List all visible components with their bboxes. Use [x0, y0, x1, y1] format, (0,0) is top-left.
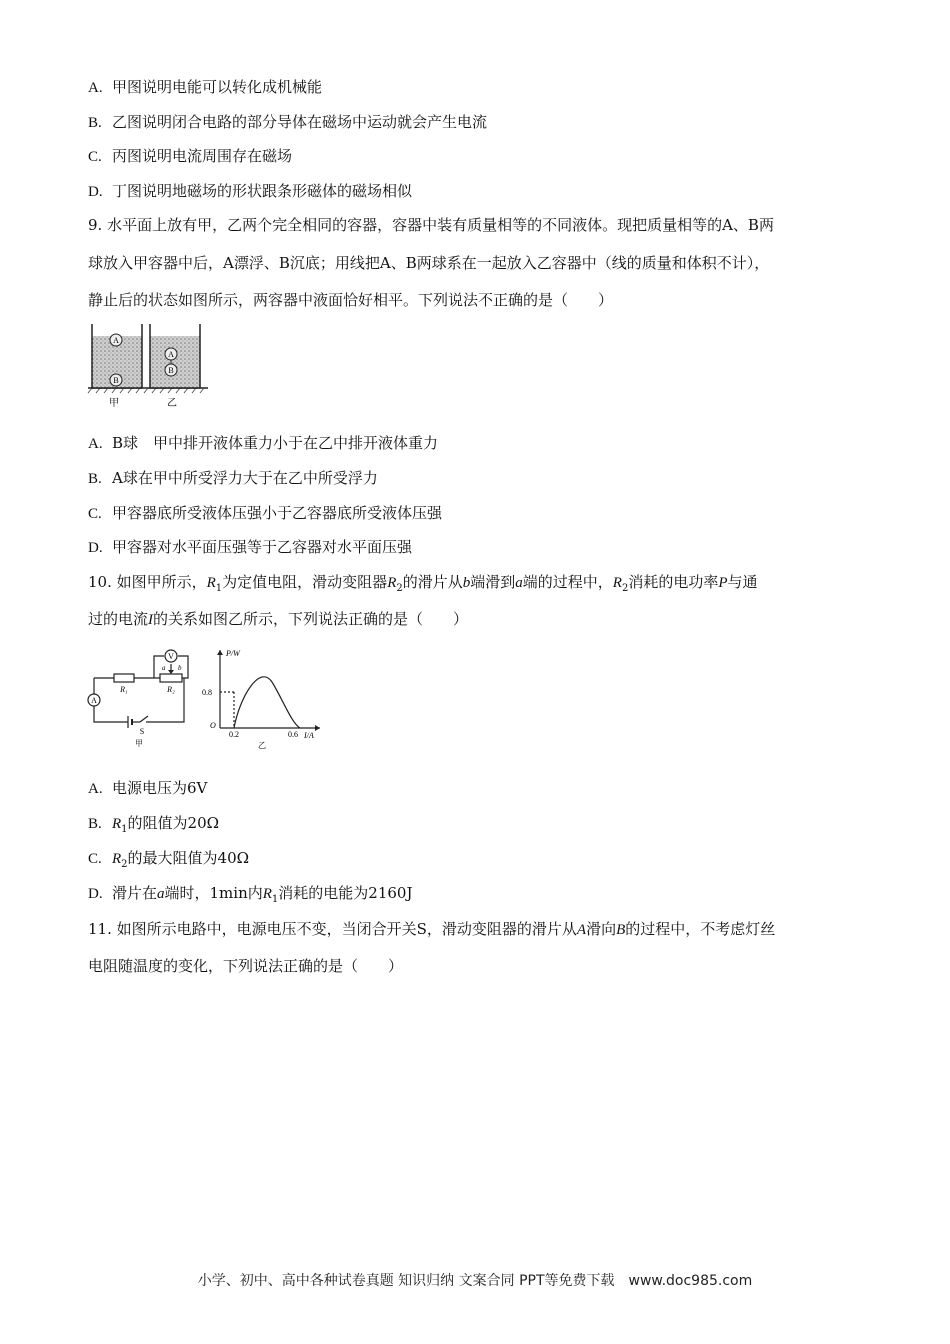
- q10-option-d: D. 滑片在a端时，1min内$R_1$消耗的电能为2160J: [88, 884, 413, 905]
- q9-stem-line-1: 9. 水平面上放有甲，乙两个完全相同的容器，容器中装有质量相等的不同液体。现把质量相等的A、B两: [88, 216, 774, 234]
- q8-option-c: C. 丙图说明电流周围存在磁场: [88, 147, 293, 165]
- q9-option-b: B. A球在甲中所受浮力大于在乙中所受浮力: [88, 469, 378, 487]
- q10-stem-line-2: 过的电流I的关系如图乙所示，下列说法正确的是（ ）: [88, 610, 469, 628]
- q10-x-axis-label: I/A: [304, 731, 314, 740]
- q9-option-a: A. B球 甲中排开液体重力小于在乙中排开液体重力: [88, 434, 439, 452]
- q10-graph-figure: [200, 644, 330, 752]
- q10-ammeter-label: A: [91, 696, 97, 705]
- q9-ball-b-label-right: B: [168, 366, 174, 375]
- q9-option-d: D. 甲容器对水平面压强等于乙容器对水平面压强: [88, 538, 413, 556]
- q10-x-tick-2: 0.6: [288, 730, 298, 739]
- q9-containers-figure: [88, 322, 208, 410]
- q10-switch-label: S: [139, 727, 145, 736]
- q10-origin-label: O: [210, 721, 216, 730]
- q10-a-label: a: [162, 664, 166, 672]
- q9-ball-a-label-left: A: [113, 336, 119, 345]
- q9-stem-line-2: 球放入甲容器中后，A漂浮、B沉底；用线把A、B两球系在一起放入乙容器中（线的质量和体积不计），: [88, 254, 770, 272]
- q10-stem-line-1: 10. 如图甲所示，$R_1$为定值电阻，滑动变阻器$R_2$的滑片从b端滑到a端的过程中，$R_2$消耗的电功率P与通: [88, 573, 758, 594]
- q9-ball-a-label-right: A: [168, 350, 174, 359]
- q10-y-tick: 0.8: [202, 688, 212, 697]
- q10-voltmeter-label: V: [168, 652, 174, 661]
- q10-b-label: b: [178, 664, 182, 672]
- q10-r1-label: R₁: [120, 685, 128, 694]
- q10-option-a: A. 电源电压为6V: [88, 779, 208, 797]
- q9-label-yi: 乙: [167, 398, 177, 409]
- q10-option-c: C. $R_2$的最大阻值为40Ω: [88, 849, 250, 870]
- q8-option-a: A. 甲图说明电能可以转化成机械能: [88, 78, 323, 96]
- q10-label-jia: 甲: [135, 739, 143, 748]
- q9-ball-b-label-left: B: [113, 376, 119, 385]
- q10-r2-label: R₂: [167, 685, 175, 694]
- q10-label-yi: 乙: [258, 741, 266, 750]
- q9-label-jia: 甲: [109, 398, 119, 409]
- q10-option-b: B. $R_1$的阻值为20Ω: [88, 814, 220, 835]
- page-footer: 小学、初中、高中各种试卷真题 知识归纳 文案合同 PPT等免费下载 www.doc985.com: [197, 1273, 753, 1289]
- q10-circuit-figure: [84, 642, 196, 748]
- q11-stem-line-2: 电阻随温度的变化，下列说法正确的是（ ）: [88, 957, 404, 975]
- q11-stem-line-1: 11. 如图所示电路中，电源电压不变，当闭合开关S，滑动变阻器的滑片从A滑向B的过程中，不考虑灯丝: [88, 920, 776, 938]
- q8-option-d: D. 丁图说明地磁场的形状跟条形磁体的磁场相似: [88, 182, 413, 200]
- q9-stem-line-3: 静止后的状态如图所示，两容器中液面恰好相平。下列说法不正确的是（ ）: [88, 291, 614, 309]
- q8-option-b: B. 乙图说明闭合电路的部分导体在磁场中运动就会产生电流: [88, 113, 488, 131]
- q10-y-axis-label: P/W: [226, 649, 240, 658]
- q10-x-tick-1: 0.2: [229, 730, 239, 739]
- q9-option-c: C. 甲容器底所受液体压强小于乙容器底所受液体压强: [88, 504, 443, 522]
